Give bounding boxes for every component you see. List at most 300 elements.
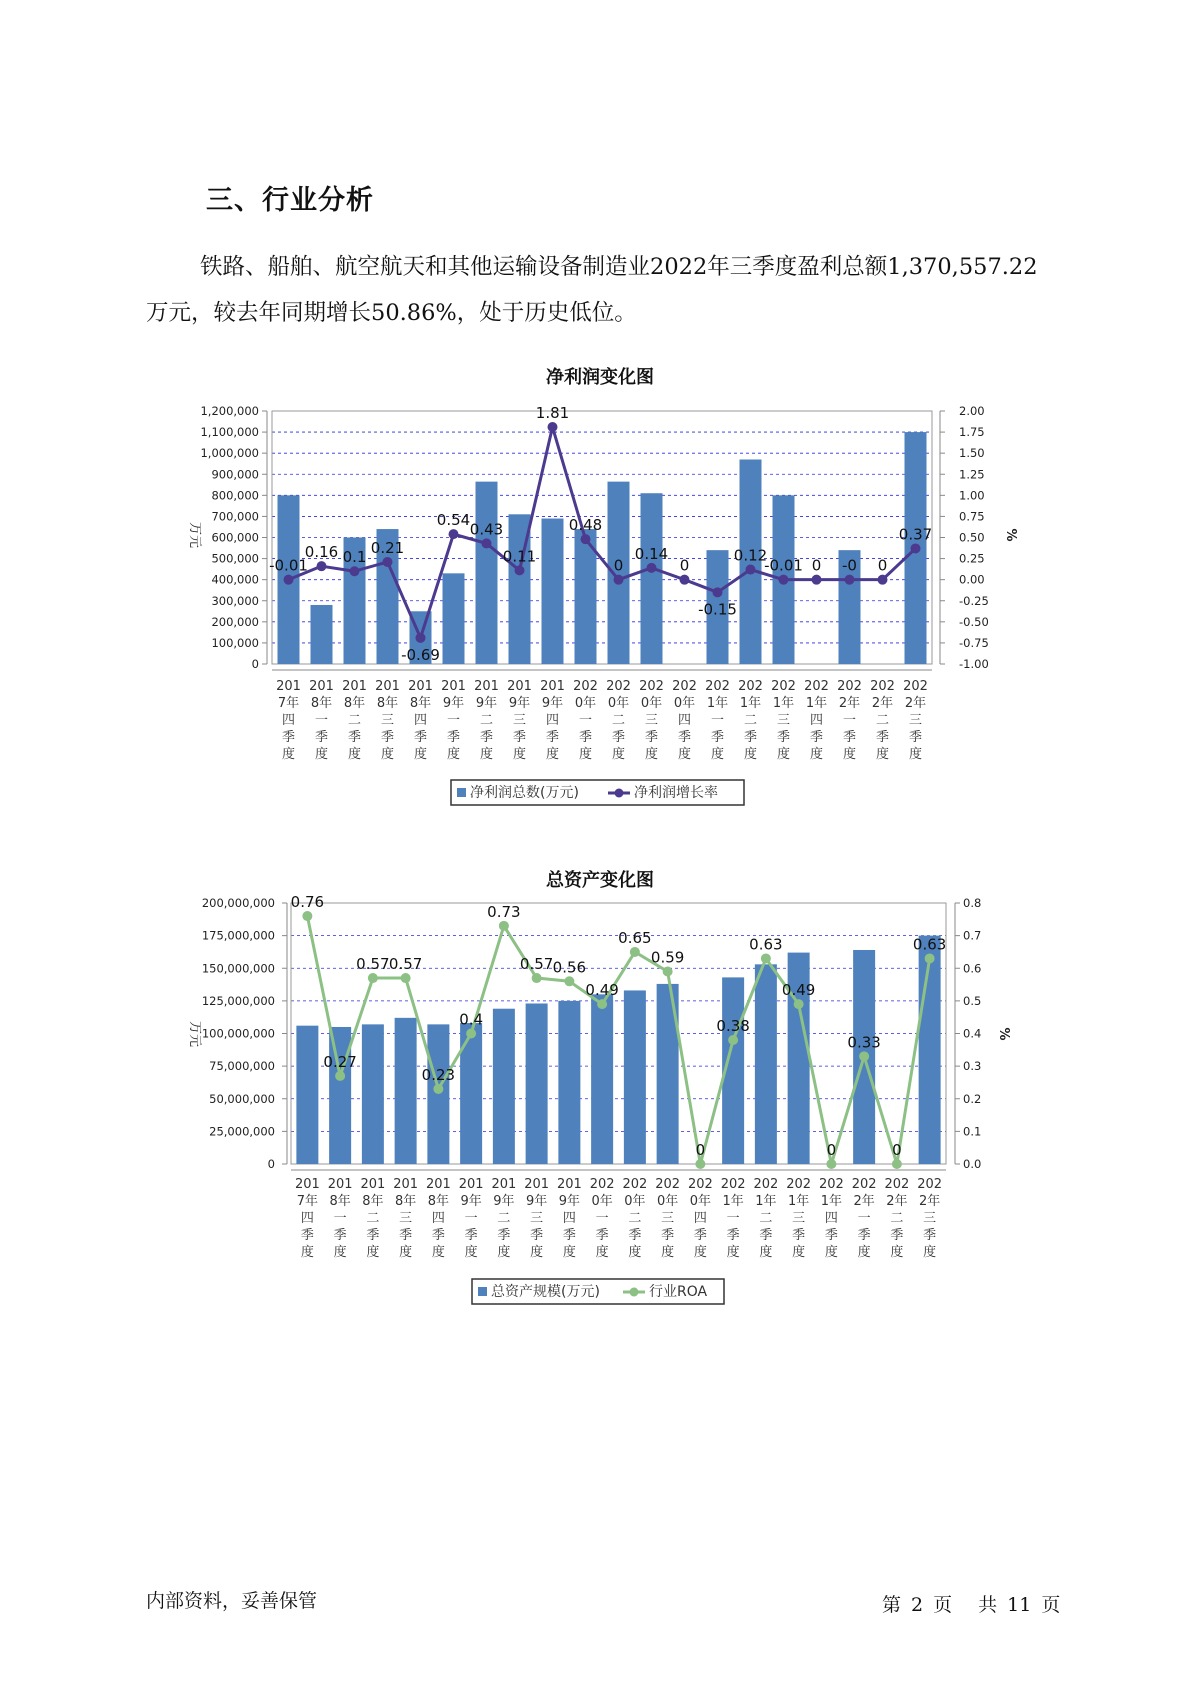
- category-label: 季: [562, 1228, 576, 1243]
- category-label: 201: [507, 679, 532, 694]
- category-label: 度: [875, 747, 890, 762]
- category-label: 9年: [525, 1194, 548, 1209]
- category-label: 季: [479, 730, 494, 745]
- category-label: 8年: [409, 696, 432, 711]
- category-label: 1年: [755, 1194, 777, 1209]
- line-point: [925, 953, 935, 963]
- category-label: 度: [578, 747, 593, 762]
- data-label: 0.38: [716, 1017, 750, 1036]
- legend-line-marker: [615, 789, 624, 798]
- category-label: 三: [923, 1211, 937, 1226]
- right-axis-tick-label: 1.25: [959, 467, 985, 482]
- category-label: 202: [903, 679, 928, 694]
- left-axis-tick-label: 1,100,000: [200, 425, 259, 440]
- footer-total-pages: 11: [1007, 1594, 1032, 1616]
- data-label: 0.21: [370, 538, 405, 557]
- category-label: 201: [458, 1177, 484, 1192]
- category-label: 度: [464, 1245, 478, 1260]
- footer-page-prefix: 第: [882, 1594, 902, 1616]
- category-label: 二: [479, 713, 494, 728]
- category-label: 201: [342, 679, 367, 694]
- data-label: -0.01: [764, 556, 803, 575]
- left-axis-tick-label: 150,000,000: [201, 961, 275, 976]
- right-axis-tick-label: 1.50: [959, 446, 985, 461]
- line-point: [449, 529, 459, 539]
- legend-line-label: 净利润增长率: [634, 785, 718, 801]
- data-label: 0.57: [388, 955, 423, 974]
- category-label: 季: [497, 1228, 511, 1243]
- line-point: [746, 565, 756, 575]
- legend-bar-label: 净利润总数(万元): [470, 785, 579, 801]
- left-axis-tick-label: 0: [267, 1157, 275, 1171]
- category-label: 季: [628, 1228, 642, 1243]
- data-label: 0: [892, 1141, 902, 1159]
- right-axis-tick-label: -1.00: [959, 657, 989, 671]
- category-label: 一: [726, 1211, 740, 1226]
- bar: [542, 519, 564, 664]
- category-label: 202: [753, 1177, 779, 1192]
- category-label: 度: [628, 1245, 642, 1260]
- legend-line-label: 行业ROA: [649, 1284, 708, 1300]
- data-label: -0.15: [698, 600, 737, 619]
- line-point: [647, 563, 657, 573]
- right-axis-label: %: [996, 1027, 1011, 1041]
- category-label: 2年: [853, 1194, 875, 1209]
- category-label: 季: [300, 1228, 314, 1243]
- category-label: 度: [431, 1245, 445, 1260]
- category-label: 度: [399, 1245, 413, 1260]
- line-point: [482, 538, 492, 548]
- legend-bar-swatch: [478, 1287, 487, 1296]
- category-label: 三: [644, 713, 659, 728]
- category-label: 201: [556, 1177, 582, 1192]
- line-point: [630, 947, 640, 957]
- line-point: [779, 575, 789, 585]
- category-label: 三: [399, 1211, 413, 1226]
- category-label: 季: [314, 730, 329, 745]
- data-label: 1.81: [535, 404, 570, 423]
- line-point: [859, 1051, 869, 1061]
- category-label: 202: [870, 679, 895, 694]
- data-label: 0: [613, 556, 624, 575]
- category-label: 四: [693, 1211, 707, 1226]
- line-point: [663, 967, 673, 977]
- left-axis-tick-label: 600,000: [211, 530, 259, 545]
- chart-2-group: [187, 893, 1011, 1304]
- category-label: 三: [530, 1211, 544, 1226]
- category-label: 度: [677, 747, 692, 762]
- line-point: [826, 1159, 836, 1169]
- category-label: 一: [464, 1211, 478, 1226]
- category-label: 四: [300, 1211, 314, 1226]
- footer-total-prefix: 共: [978, 1594, 998, 1616]
- category-label: 一: [857, 1211, 871, 1226]
- category-label: 201: [309, 679, 334, 694]
- data-label: 0.48: [568, 516, 603, 535]
- category-label: 度: [611, 747, 626, 762]
- category-label: 202: [573, 679, 598, 694]
- line-point: [515, 565, 525, 575]
- line-point: [892, 1159, 902, 1169]
- bar: [641, 493, 663, 664]
- category-label: 季: [545, 730, 560, 745]
- bar: [296, 1026, 318, 1164]
- category-label: 季: [824, 1228, 838, 1243]
- category-label: 9年: [442, 696, 465, 711]
- category-label: 季: [677, 730, 692, 745]
- category-label: 四: [545, 713, 560, 728]
- right-axis-tick-label: 0.6: [963, 961, 982, 976]
- category-label: 1年: [820, 1194, 843, 1209]
- data-label: 0.16: [304, 543, 339, 562]
- category-label: 三: [908, 713, 923, 728]
- left-axis-tick-label: 900,000: [211, 467, 259, 482]
- category-label: 202: [851, 1177, 877, 1192]
- data-label: 0.49: [781, 981, 816, 1000]
- bar: [493, 1009, 515, 1164]
- category-label: 202: [589, 1177, 615, 1192]
- data-label: 0: [695, 1141, 706, 1159]
- category-label: 四: [824, 1211, 838, 1226]
- category-label: 季: [595, 1228, 609, 1243]
- left-axis-tick-label: 125,000,000: [201, 993, 275, 1008]
- category-label: 三: [380, 713, 395, 728]
- left-axis-tick-label: 25,000,000: [209, 1124, 275, 1139]
- category-label: 202: [917, 1177, 943, 1192]
- line-point: [728, 1035, 738, 1045]
- category-label: 202: [672, 679, 697, 694]
- category-label: 四: [431, 1211, 445, 1226]
- data-label: 0.63: [912, 935, 947, 954]
- right-axis-tick-label: 0.25: [959, 551, 985, 566]
- left-axis-tick-label: 100,000: [211, 635, 259, 650]
- category-label: 季: [512, 730, 527, 745]
- category-label: 度: [512, 747, 527, 762]
- category-label: 202: [655, 1177, 681, 1192]
- category-label: 8年: [362, 1194, 384, 1209]
- category-label: 度: [595, 1245, 609, 1260]
- data-label: 0.23: [421, 1065, 456, 1084]
- bar: [591, 994, 613, 1164]
- category-label: 202: [738, 679, 763, 694]
- category-label: 0年: [673, 696, 696, 711]
- category-label: 201: [294, 1177, 320, 1192]
- category-label: 度: [726, 1245, 740, 1260]
- right-axis-tick-label: -0.25: [959, 593, 989, 608]
- category-label: 季: [726, 1228, 740, 1243]
- category-label: 202: [606, 679, 631, 694]
- category-label: 一: [595, 1211, 609, 1226]
- data-label: 0.4: [459, 1010, 484, 1029]
- category-label: 202: [786, 1177, 812, 1192]
- category-label: 202: [622, 1177, 648, 1192]
- category-label: 度: [923, 1245, 937, 1260]
- data-label: -0.01: [269, 556, 308, 575]
- line-point: [532, 973, 542, 983]
- left-axis-tick-label: 400,000: [211, 572, 259, 587]
- category-label: 2年: [838, 696, 861, 711]
- data-label: 0.63: [749, 935, 783, 954]
- line-point: [499, 921, 509, 931]
- line-point: [713, 587, 723, 597]
- category-label: 1年: [706, 696, 729, 711]
- category-label: 202: [818, 1177, 844, 1192]
- category-label: 0年: [624, 1194, 646, 1209]
- category-label: 季: [875, 730, 890, 745]
- category-label: 9年: [475, 696, 498, 711]
- category-label: 季: [890, 1228, 904, 1243]
- category-label: 201: [491, 1177, 517, 1192]
- category-label: 1年: [772, 696, 795, 711]
- line-point: [911, 543, 921, 553]
- line-point: [368, 973, 378, 983]
- data-label: 0.43: [469, 520, 504, 539]
- chart-1-group: [187, 404, 1018, 805]
- right-axis-tick-label: 0.75: [959, 509, 985, 524]
- data-label: 0.57: [519, 955, 554, 974]
- category-label: 季: [413, 730, 428, 745]
- category-label: 8年: [427, 1194, 450, 1209]
- category-label: 二: [366, 1211, 380, 1226]
- category-label: 0年: [640, 696, 663, 711]
- bar: [427, 1024, 449, 1164]
- category-label: 季: [710, 730, 725, 745]
- line-point: [302, 911, 312, 921]
- chart-2-title: 总资产变化图: [546, 870, 654, 891]
- category-label: 季: [380, 730, 395, 745]
- data-label: 0.37: [898, 525, 933, 544]
- category-label: 度: [776, 747, 791, 762]
- category-label: 度: [710, 747, 725, 762]
- category-label: 季: [743, 730, 758, 745]
- category-label: 度: [380, 747, 395, 762]
- category-label: 四: [677, 713, 692, 728]
- category-label: 7年: [296, 1194, 319, 1209]
- left-axis-tick-label: 1,000,000: [200, 446, 259, 461]
- category-label: 季: [464, 1228, 478, 1243]
- category-label: 一: [314, 713, 329, 728]
- right-axis-tick-label: 0.4: [963, 1026, 982, 1041]
- category-label: 201: [276, 679, 301, 694]
- right-axis-tick-label: 0.3: [963, 1059, 982, 1074]
- left-axis-tick-label: 1,200,000: [200, 404, 259, 418]
- data-label: 0: [826, 1141, 837, 1159]
- analysis-paragraph-text: 铁路、船舶、航空航天和其他运输设备制造业2022年三季度盈利总额1,370,557.22万元，较去年同期增长50.86%，处于历史低位。: [146, 254, 1038, 326]
- right-axis-tick-label: 0.5: [963, 993, 982, 1008]
- category-label: 8年: [343, 696, 366, 711]
- category-label: 0年: [689, 1194, 712, 1209]
- line-point: [564, 976, 574, 986]
- category-label: 四: [562, 1211, 576, 1226]
- category-label: 季: [759, 1228, 773, 1243]
- left-axis-tick-label: 75,000,000: [209, 1059, 275, 1074]
- category-label: 202: [837, 679, 862, 694]
- category-label: 201: [441, 679, 466, 694]
- data-label: 0.12: [733, 546, 768, 565]
- footer-total-suffix: 页: [1041, 1594, 1061, 1616]
- bar: [311, 605, 333, 664]
- bar: [558, 1001, 580, 1164]
- category-label: 度: [413, 747, 428, 762]
- category-label: 度: [693, 1245, 707, 1260]
- right-axis-tick-label: 2.00: [959, 404, 985, 418]
- category-label: 202: [720, 1177, 746, 1192]
- category-label: 度: [890, 1245, 904, 1260]
- data-label: 0.65: [618, 928, 652, 947]
- line-point: [466, 1029, 476, 1039]
- line-point: [433, 1084, 443, 1094]
- category-label: 9年: [558, 1194, 581, 1209]
- category-label: 9年: [541, 696, 564, 711]
- category-label: 二: [497, 1211, 511, 1226]
- category-label: 202: [771, 679, 796, 694]
- left-axis-tick-label: 800,000: [211, 488, 259, 503]
- data-label: 0.57: [356, 955, 390, 974]
- category-label: 度: [842, 747, 857, 762]
- line-point: [416, 633, 426, 643]
- line-point: [614, 575, 624, 585]
- category-label: 三: [512, 713, 527, 728]
- category-label: 2年: [871, 696, 894, 711]
- line-point: [845, 575, 855, 585]
- line-point: [695, 1159, 705, 1169]
- data-label: 0: [811, 556, 822, 575]
- category-label: 度: [333, 1245, 347, 1260]
- category-label: 度: [347, 747, 362, 762]
- category-label: 8年: [394, 1194, 417, 1209]
- category-label: 1年: [805, 696, 828, 711]
- category-label: 季: [923, 1228, 937, 1243]
- category-label: 0年: [607, 696, 630, 711]
- category-label: 度: [644, 747, 659, 762]
- category-label: 季: [693, 1228, 707, 1243]
- line-point: [548, 422, 558, 432]
- category-label: 9年: [493, 1194, 515, 1209]
- data-label: 0: [679, 556, 690, 575]
- category-label: 202: [687, 1177, 713, 1192]
- section-title: 三、行业分析: [206, 185, 374, 216]
- bar: [526, 1003, 548, 1164]
- category-label: 二: [890, 1211, 904, 1226]
- line-point: [383, 557, 393, 567]
- category-label: 1年: [739, 696, 762, 711]
- left-axis-label: 万元: [187, 1020, 202, 1048]
- category-label: 度: [759, 1245, 773, 1260]
- category-label: 季: [399, 1228, 413, 1243]
- category-label: 二: [759, 1211, 773, 1226]
- right-axis-tick-label: -0.75: [959, 635, 989, 650]
- category-label: 度: [446, 747, 461, 762]
- category-label: 季: [431, 1228, 445, 1243]
- line-point: [597, 999, 607, 1009]
- category-label: 201: [408, 679, 433, 694]
- right-axis-tick-label: 0.0: [963, 1157, 982, 1171]
- data-label: 0.49: [585, 981, 619, 1000]
- category-label: 9年: [460, 1194, 482, 1209]
- left-axis-tick-label: 700,000: [211, 509, 259, 524]
- category-label: 季: [366, 1228, 380, 1243]
- data-label: -0: [842, 556, 857, 575]
- category-label: 季: [530, 1228, 544, 1243]
- category-label: 季: [578, 730, 593, 745]
- category-label: 201: [474, 679, 499, 694]
- category-label: 季: [809, 730, 824, 745]
- category-label: 度: [661, 1245, 675, 1260]
- category-label: 季: [908, 730, 923, 745]
- category-label: 度: [479, 747, 494, 762]
- right-axis-tick-label: 0.2: [963, 1091, 982, 1106]
- line-point: [284, 575, 294, 585]
- category-label: 二: [875, 713, 890, 728]
- category-label: 二: [628, 1211, 642, 1226]
- category-label: 季: [347, 730, 362, 745]
- line-point: [335, 1071, 345, 1081]
- line-point: [350, 566, 360, 576]
- legend-line-marker: [630, 1288, 639, 1297]
- footer-page-number: 2: [911, 1594, 924, 1616]
- category-label: 一: [710, 713, 725, 728]
- data-label: 0.73: [487, 902, 521, 921]
- left-axis-tick-label: 200,000: [211, 614, 259, 629]
- category-label: 度: [857, 1245, 871, 1260]
- data-label: 0.56: [552, 958, 587, 977]
- category-label: 度: [530, 1245, 544, 1260]
- right-axis-tick-label: 0.7: [963, 928, 982, 943]
- data-label: 0.1: [342, 548, 367, 567]
- category-label: 201: [360, 1177, 386, 1192]
- line-point: [761, 953, 771, 963]
- right-axis-tick-label: 0.00: [959, 572, 985, 587]
- data-label: 0.59: [650, 948, 685, 967]
- right-axis-label: %: [1003, 528, 1018, 542]
- category-label: 201: [524, 1177, 550, 1192]
- left-axis-tick-label: 100,000,000: [201, 1026, 275, 1041]
- category-label: 201: [375, 679, 400, 694]
- category-label: 度: [824, 1245, 838, 1260]
- right-axis-tick-label: 0.50: [959, 530, 985, 545]
- left-axis-tick-label: 175,000,000: [201, 928, 275, 943]
- data-label: 0.76: [290, 893, 325, 912]
- category-label: 度: [300, 1245, 314, 1260]
- category-label: 度: [366, 1245, 380, 1260]
- bar: [755, 964, 777, 1164]
- data-label: 0.27: [323, 1052, 357, 1071]
- line-point: [794, 999, 804, 1009]
- chart-1-title: 净利润变化图: [546, 367, 654, 388]
- category-label: 季: [644, 730, 659, 745]
- category-label: 0年: [591, 1194, 613, 1209]
- footer-confidential: 内部资料，妥善保管: [146, 1590, 318, 1612]
- category-label: 度: [497, 1245, 511, 1260]
- category-label: 1年: [787, 1194, 810, 1209]
- category-label: 8年: [376, 696, 399, 711]
- bar: [362, 1024, 384, 1164]
- category-label: 7年: [277, 696, 300, 711]
- data-label: -0.69: [401, 645, 440, 664]
- right-axis-tick-label: 0.1: [963, 1124, 982, 1139]
- category-label: 201: [327, 1177, 353, 1192]
- left-axis-label: 万元: [187, 521, 202, 549]
- data-label: 0.14: [634, 544, 669, 563]
- bar: [329, 1027, 351, 1164]
- category-label: 0年: [574, 696, 597, 711]
- right-axis-tick-label: 1.00: [959, 488, 985, 503]
- right-axis-tick-label: 1.75: [959, 425, 985, 440]
- category-label: 202: [639, 679, 664, 694]
- category-label: 8年: [310, 696, 333, 711]
- category-label: 9年: [508, 696, 531, 711]
- category-label: 四: [413, 713, 428, 728]
